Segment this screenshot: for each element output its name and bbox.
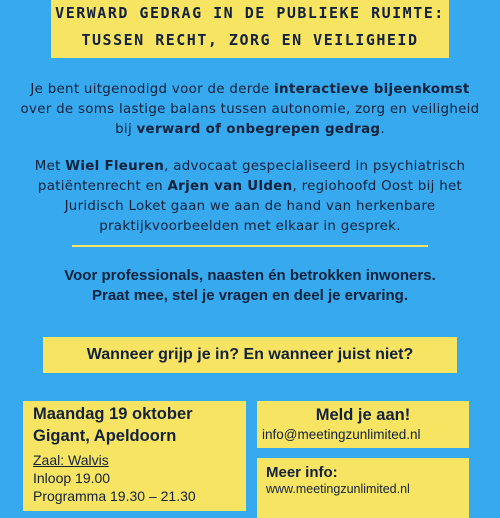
info-box	[257, 458, 469, 518]
info-heading: Meer info:	[266, 464, 338, 481]
event-date: Maandag 19 oktober	[33, 405, 193, 423]
event-program: Programma 19.30 – 21.30	[33, 488, 196, 504]
title-banner	[51, 0, 449, 58]
event-details-box	[23, 401, 246, 511]
intro-text-a: Je bent uitgenodigd voor de derde	[30, 82, 275, 97]
audience-callout	[18, 266, 482, 306]
intro-paragraph	[18, 80, 482, 140]
intro-highlight-meeting: interactieve bijeenkomst	[274, 82, 470, 97]
speakers-text-a: Met	[34, 159, 66, 174]
signup-heading: Meld je aan!	[315, 406, 411, 424]
speakers-text-c: , advocaat gespecialiseerd in psychiatrisch patiëntenrecht en	[37, 159, 466, 194]
title-line-1: VERWARD GEDRAG IN DE PUBLIEKE RUIMTE:	[55, 4, 445, 22]
callout-line-1: Voor professionals, naasten én betrokken inwoners.	[64, 267, 436, 284]
question-banner	[43, 337, 457, 373]
title-line-2: TUSSEN RECHT, ZORG EN VEILIGHEID	[81, 31, 419, 49]
signup-box	[257, 401, 469, 448]
speaker-2-name: Arjen van Ulden	[167, 179, 293, 194]
speakers-paragraph	[18, 157, 482, 237]
callout-line-2: Praat mee, stel je vragen en deel je ervaring.	[92, 287, 408, 304]
event-walk-in: Inloop 19.00	[33, 470, 111, 486]
question-text: Wanneer grijp je in? En wanneer juist niet?	[86, 346, 414, 363]
divider-line	[72, 245, 428, 247]
intro-text-c: over de soms lastige balans tussen autonomie, zorg en veiligheid bij	[20, 102, 480, 137]
intro-highlight-behaviour: verward of onbegrepen gedrag	[136, 122, 381, 137]
speaker-1-name: Wiel Fleuren	[65, 159, 165, 174]
intro-text-e: .	[380, 122, 385, 137]
event-room: Zaal: Walvis	[33, 452, 109, 468]
signup-email-link[interactable]: info@meetingzunlimited.nl	[262, 427, 421, 442]
event-venue: Gigant, Apeldoorn	[33, 427, 177, 445]
info-url-link[interactable]: www.meetingzunlimited.nl	[266, 482, 410, 496]
speakers-text-e: , regiohoofd Oost bij het Juridisch Loket gaan we aan de hand van herkenbare praktijkvoorbeelden met elkaar in gesprek.	[64, 179, 463, 234]
